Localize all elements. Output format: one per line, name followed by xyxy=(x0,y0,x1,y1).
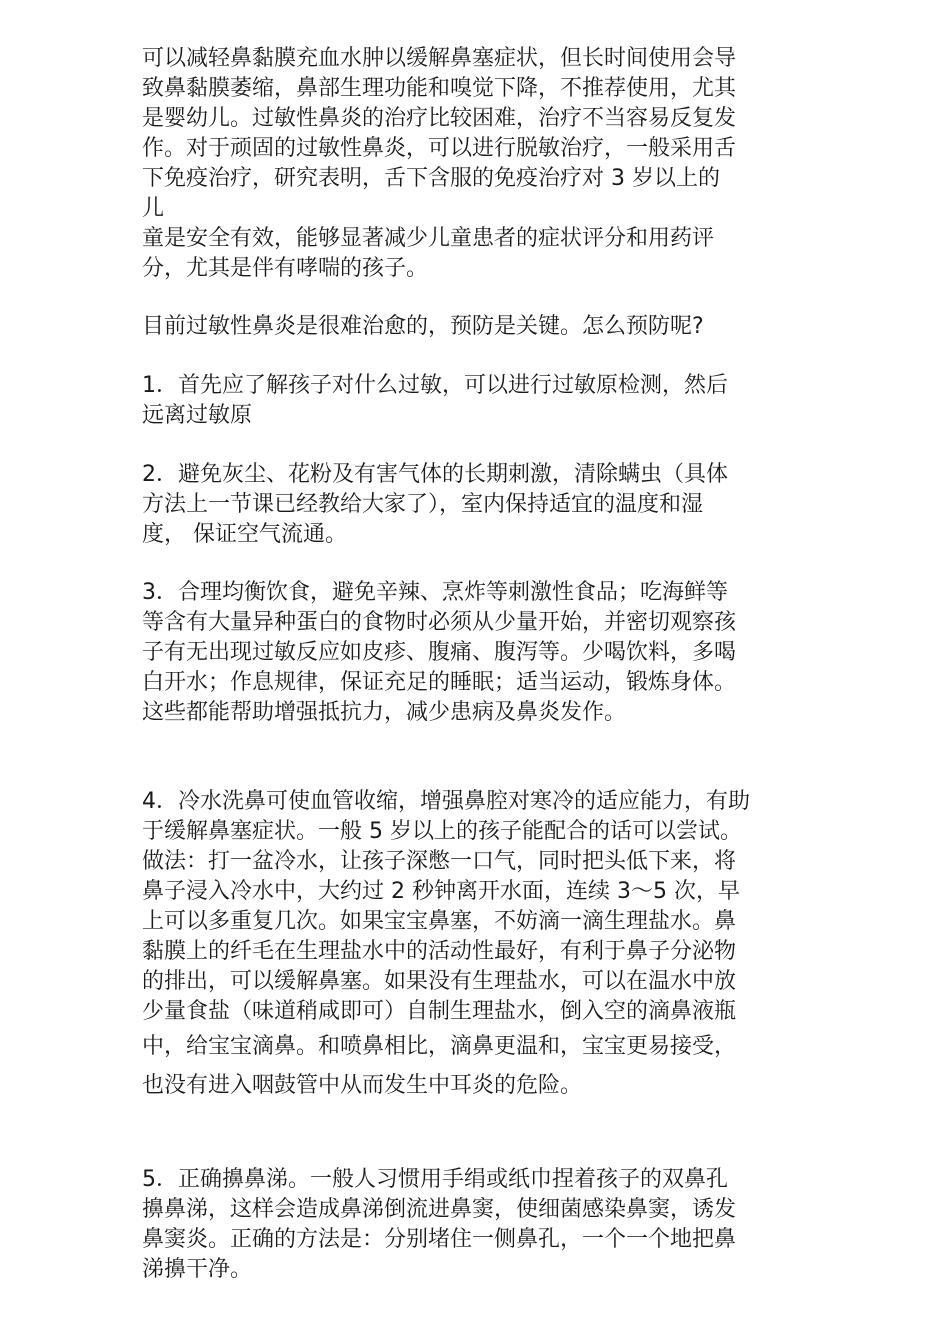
tip-4-main-text: 4．冷水洗鼻可使血管收缩，增强鼻腔对寒冷的适应能力，有助 于缓解鼻塞症状。一般 5 岁以上的孩子能配合的话可以尝试。 做法：打一盆冷水，让孩子深憋一口气，同时把头低下来，将 鼻子浸入冷水中，大约过 2 秒钟离开水面，连续 3～5 次，早 上可以多重复几次。如果宝宝鼻塞，不妨滴一滴生理盐水。鼻 黏膜上的纤毛在生理盐水中的活动性最好，有利于鼻子分泌物 的排出，可以缓解鼻塞。如果没有生理盐水，可以在温水中放 少量食盐（味道稍咸即可）自制生理盐水，倒入空的滴鼻液瓶 xyxy=(142,789,750,1024)
document-body xyxy=(142,44,822,1285)
tip-5-paragraph: 5．正确擤鼻涕。一般人习惯用手绢或纸巾捏着孩子的双鼻孔 擤鼻涕，这样会造成鼻涕倒流进鼻窦，使细菌感染鼻窦，诱发 鼻窦炎。正确的方法是：分别堵住一侧鼻孔，一个一个地把鼻 涕擤干净。 xyxy=(142,1167,737,1282)
tip-1-paragraph: 1．首先应了解孩子对什么过敏，可以进行过敏原检测，然后 远离过敏原 xyxy=(142,373,728,428)
tip-3-paragraph: 3．合理均衡饮食，避免辛辣、烹炸等刺激性食品；吃海鲜等 等含有大量异种蛋白的食物时必须从少量开始，并密切观察孩 子有无出现过敏反应如皮疹、腹痛、腹泻等。少喝饮料，多喝 白开水；作息规律，保证充足的睡眠；适当运动，锻炼身体。 这些都能帮助增强抵抗力，减少患病及鼻炎发作。 xyxy=(142,580,737,725)
tip-2-paragraph: 2．避免灰尘、花粉及有害气体的长期刺激，清除螨虫（具体 方法上一节课已经教给大家了），室内保持适宜的温度和湿 度， 保证空气流通。 xyxy=(142,462,728,547)
prevention-question: 目前过敏性鼻炎是很难治愈的，预防是关键。怎么预防呢? xyxy=(142,314,704,339)
intro-paragraph: 可以减轻鼻黏膜充血水肿以缓解鼻塞症状，但长时间使用会导 致鼻黏膜萎缩，鼻部生理功能和嗅觉下降，不推荐使用，尤其 是婴幼儿。过敏性鼻炎的治疗比较困难，治疗不当容易反复发 作。对于顽固的过敏性鼻炎，可以进行脱敏治疗，一般采用舌 下免疫治疗，研究表明，舌下含服的免疫治疗对 3 岁以上的 儿 童是安全有效，能够显著减少儿童患者的症状评分和用药评 分，尤其是伴有哮喘的孩子。 xyxy=(142,46,737,281)
tip-4-tail-text: 中，给宝宝滴鼻。和喷鼻相比，滴鼻更温和，宝宝更易接受， 也没有进入咽鼓管中从而发生中耳炎的危险。 xyxy=(142,1034,737,1098)
tip-4-paragraph xyxy=(142,757,822,1135)
